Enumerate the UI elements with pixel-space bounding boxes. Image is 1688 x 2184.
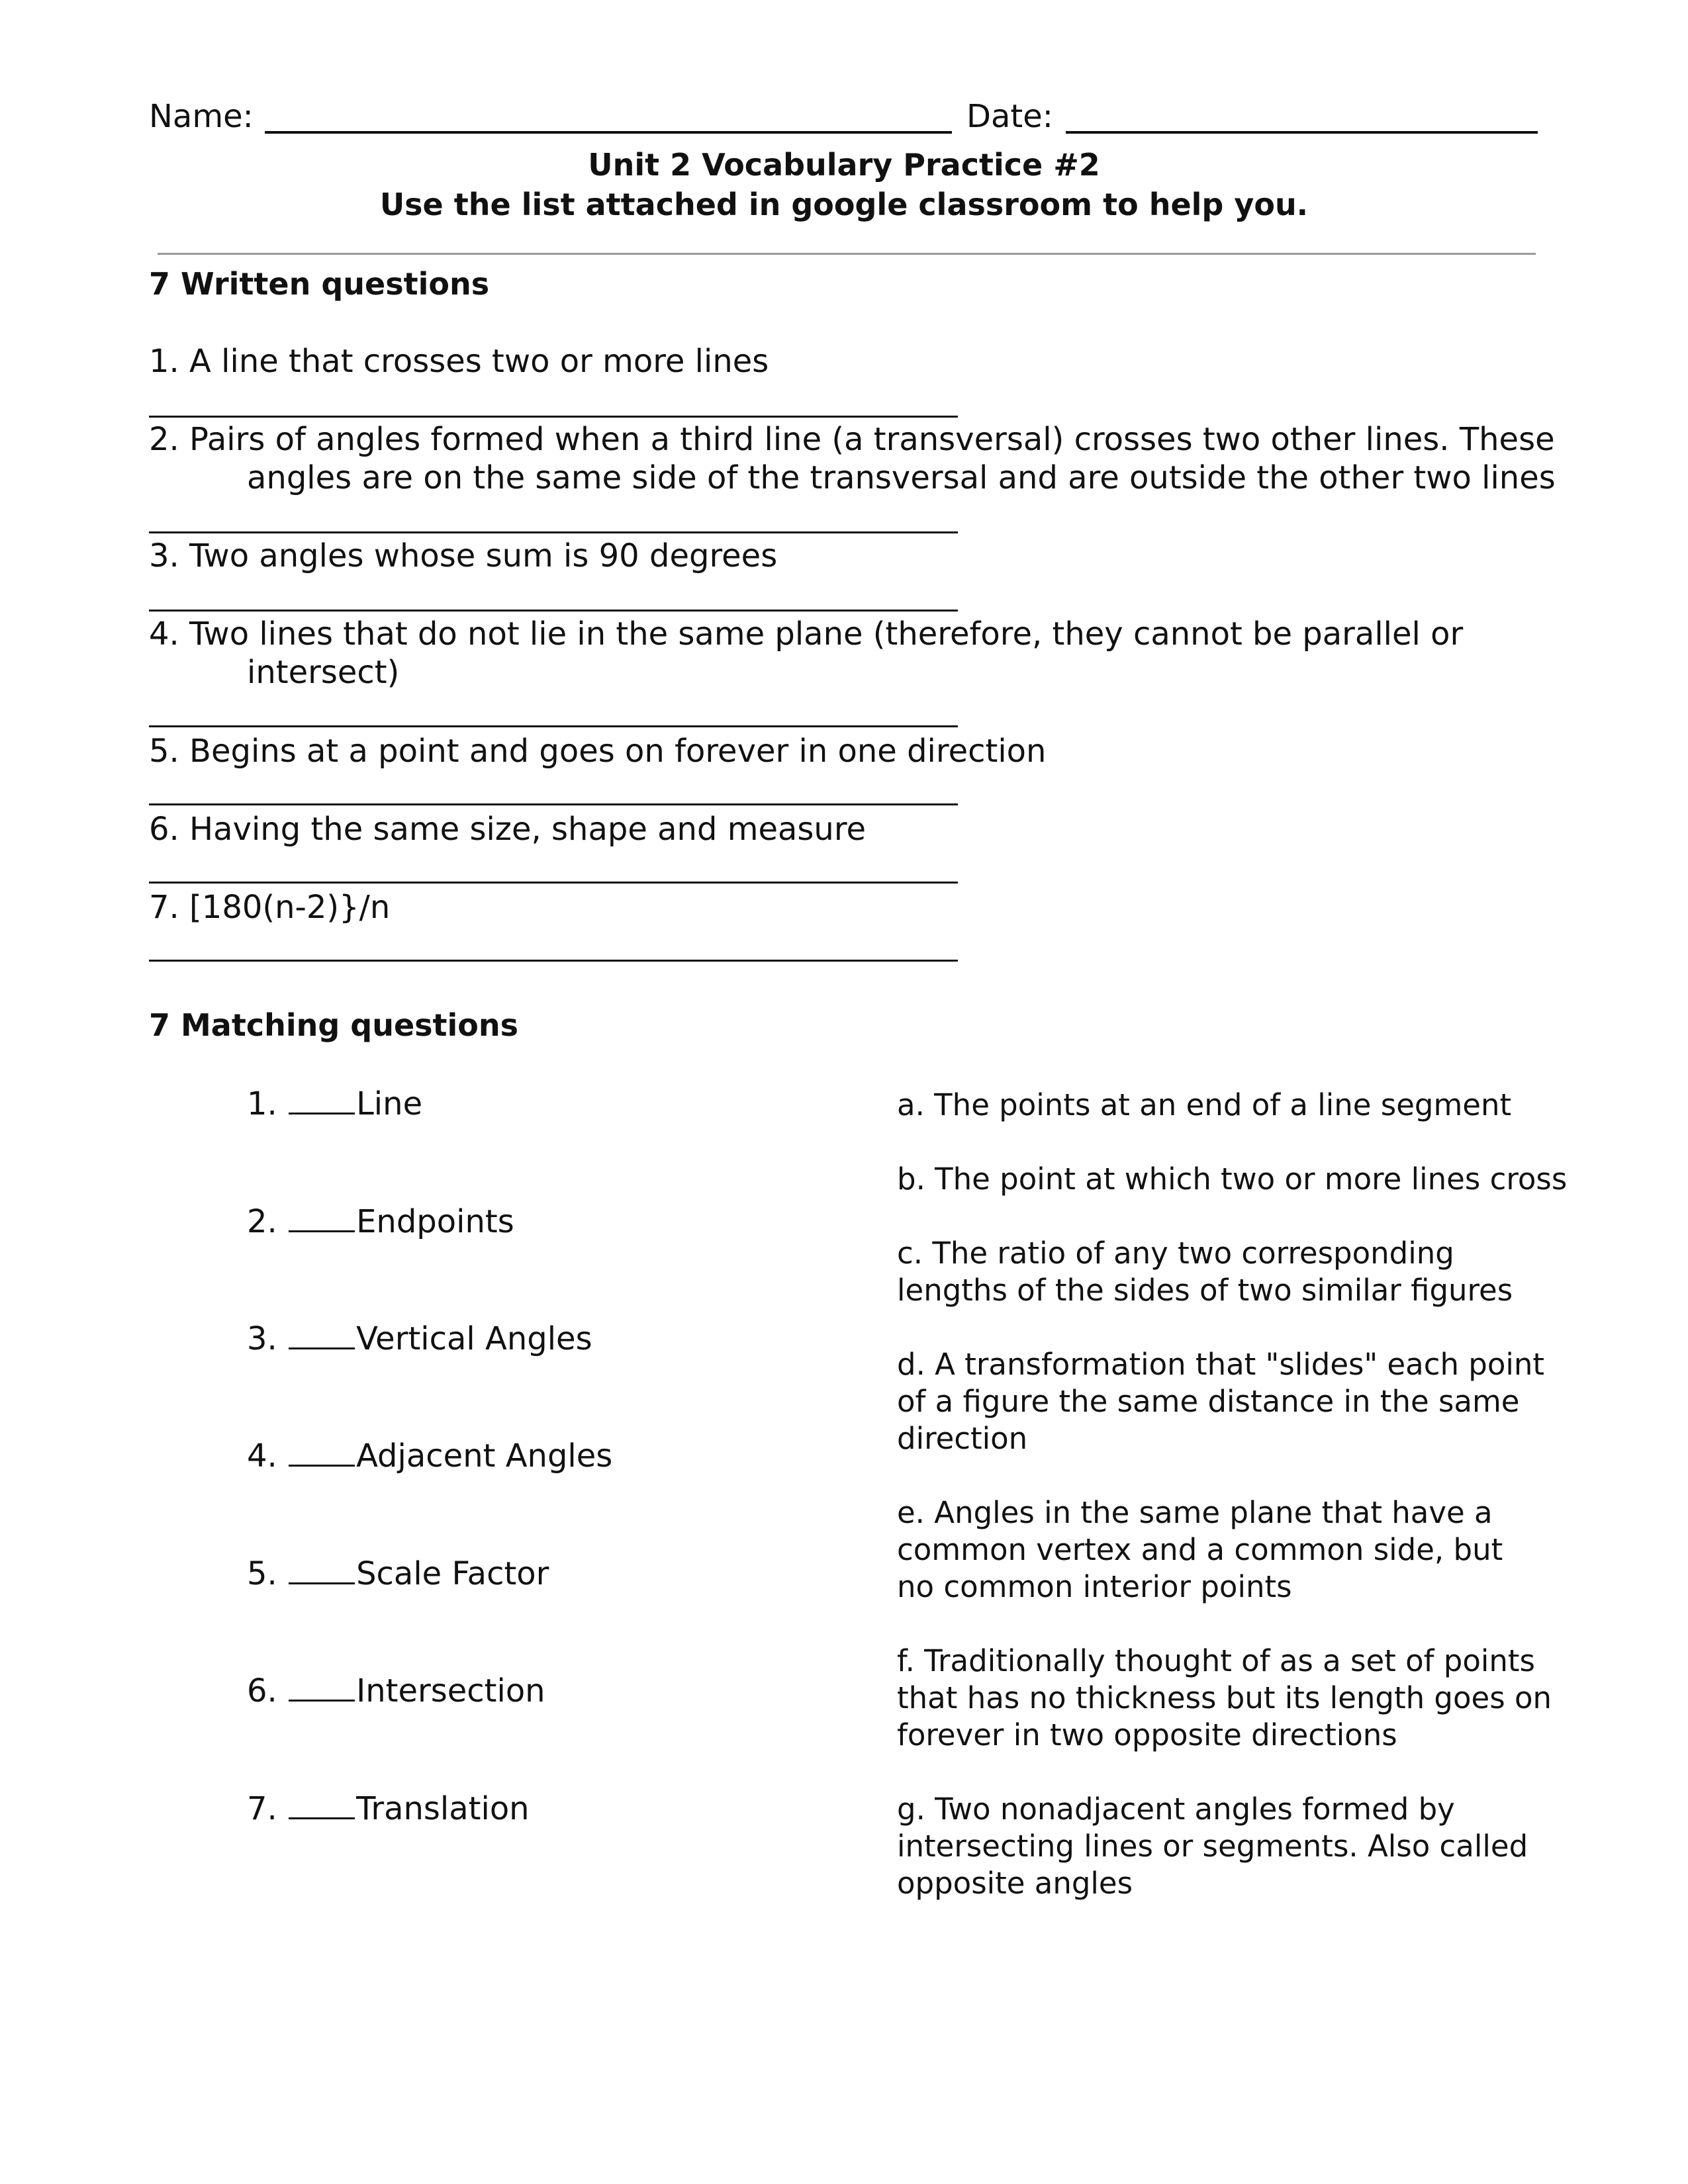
written-questions-heading: 7 Written questions — [149, 266, 490, 302]
date-label: Date: — [966, 98, 1053, 135]
written-question-3: 3. Two angles whose sum is 90 degrees — [149, 537, 778, 574]
matching-definition-c: c. The ratio of any two corresponding lengths of the sides of two similar figures — [897, 1236, 1513, 1308]
worksheet-title: Unit 2 Vocabulary Practice #2 — [588, 147, 1100, 183]
matching-term-2: 2. Endpoints — [247, 1203, 514, 1240]
answer-line-2[interactable] — [149, 531, 958, 533]
matching-term-1: 1. Line — [247, 1085, 423, 1122]
matching-definition-a: a. The points at an end of a line segment — [897, 1087, 1512, 1122]
matching-blank-2[interactable] — [289, 1204, 355, 1232]
matching-term-5: 5. Scale Factor — [247, 1555, 549, 1592]
written-question-5: 5. Begins at a point and goes on forever in one direction — [149, 733, 1047, 770]
answer-line-3[interactable] — [149, 610, 958, 612]
matching-term-3: 3. Vertical Angles — [247, 1320, 592, 1357]
answer-line-5[interactable] — [149, 803, 958, 805]
answer-line-6[interactable] — [149, 882, 958, 884]
name-field[interactable] — [265, 131, 952, 134]
matching-definition-b: b. The point at which two or more lines cross — [897, 1161, 1568, 1197]
answer-line-4[interactable] — [149, 725, 958, 727]
written-question-2-cont: angles are on the same side of the transversal and are outside the other two lines — [247, 459, 1556, 496]
answer-line-7[interactable] — [149, 960, 958, 962]
written-question-6: 6. Having the same size, shape and measure — [149, 811, 867, 848]
matching-blank-7[interactable] — [289, 1791, 355, 1819]
name-label: Name: — [149, 98, 254, 135]
matching-definition-e: e. Angles in the same plane that have a common vertex and a common side, but no common interior points — [897, 1495, 1503, 1604]
written-question-1: 1. A line that crosses two or more lines — [149, 343, 769, 380]
worksheet-subtitle: Use the list attached in google classroom to help you. — [379, 187, 1309, 222]
matching-term-4: 4. Adjacent Angles — [247, 1437, 613, 1475]
matching-term-6: 6. Intersection — [247, 1672, 545, 1709]
written-question-2: 2. Pairs of angles formed when a third line (a transversal) crosses two other lines. These — [149, 421, 1555, 458]
matching-definition-g: g. Two nonadjacent angles formed by intersecting lines or segments. Also called opposite angles — [897, 1792, 1528, 1901]
matching-blank-4[interactable] — [289, 1438, 355, 1467]
matching-definition-d: d. A transformation that "slides" each point of a figure the same distance in the same direction — [897, 1347, 1545, 1456]
date-field[interactable] — [1066, 131, 1538, 134]
matching-questions-heading: 7 Matching questions — [149, 1007, 519, 1043]
answer-line-1[interactable] — [149, 416, 958, 418]
matching-blank-5[interactable] — [289, 1556, 355, 1584]
written-question-4-cont: intersect) — [247, 654, 400, 691]
matching-blank-3[interactable] — [289, 1321, 355, 1349]
divider — [158, 253, 1536, 255]
written-question-7: 7. [180(n-2)}/n — [149, 889, 391, 926]
matching-term-7: 7. Translation — [247, 1790, 530, 1827]
matching-definition-f: f. Traditionally thought of as a set of points that has no thickness but its length goes on forever in two opposite directions — [897, 1643, 1552, 1752]
matching-blank-1[interactable] — [289, 1086, 355, 1115]
written-question-4: 4. Two lines that do not lie in the same plane (therefore, they cannot be parallel or — [149, 615, 1464, 653]
matching-blank-6[interactable] — [289, 1673, 355, 1702]
